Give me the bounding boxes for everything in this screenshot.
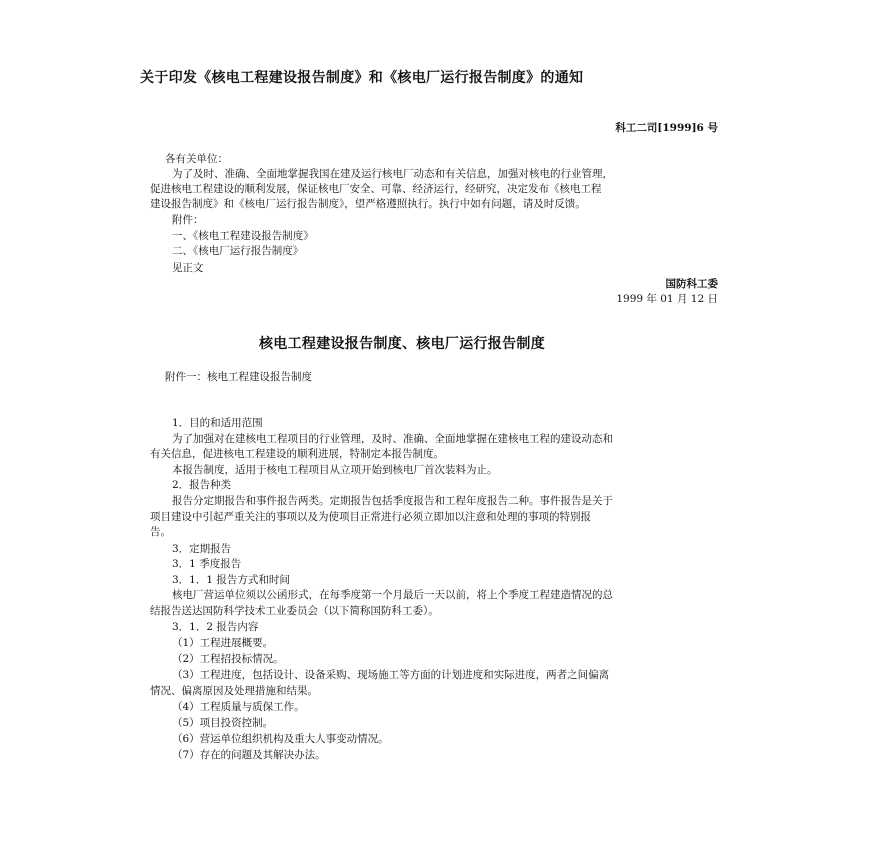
- salutation: 各有关单位：: [165, 153, 228, 165]
- section-line: （3）工程进度，包括设计、设备采购、现场施工等方面的计划进度和实际进度，两者之间偏离: [172, 669, 610, 681]
- section-line: 项目建设中引起严重关注的事项以及为使项目正常进行必须立即加以注意和处理的事项的特别报: [150, 511, 591, 523]
- document-number: 科工二司[1999]6 号: [615, 122, 718, 134]
- section-line: 3．定期报告: [172, 543, 232, 555]
- attachments-label: 附件：: [172, 214, 204, 226]
- body-line: 促进核电工程建设的顺利发展，保证核电厂安全、可靠、经济运行，经研究，决定发布《核电工程: [150, 183, 602, 195]
- section-line: （6）营运单位组织机构及重大人事变动情况。: [172, 733, 389, 745]
- section-line: 告。: [150, 526, 171, 538]
- attachment-one-label: 附件一：核电工程建设报告制度: [165, 371, 312, 383]
- section-line: 核电厂营运单位须以公函形式，在每季度第一个月最后一天以前，将上个季度工程建造情况的总: [172, 589, 613, 601]
- section-line: （5）项目投资控制。: [172, 717, 274, 729]
- section-line: 2．报告种类: [172, 479, 232, 491]
- section-line: 3．1 季度报告: [172, 558, 242, 570]
- issue-date: 1999 年 01 月 12 日: [616, 293, 718, 305]
- section-line: 情况、偏离原因及处理措施和结果。: [150, 685, 318, 697]
- issuer: 国防科工委: [665, 278, 718, 290]
- document-title: 关于印发《核电工程建设报告制度》和《核电厂运行报告制度》的通知: [140, 70, 584, 86]
- section-line: （1）工程进展概要。: [172, 637, 274, 649]
- section-line: 3．1．2 报告内容: [172, 621, 259, 633]
- attachment-item: 一、《核电工程建设报告制度》: [172, 230, 314, 242]
- body-line: 为了及时、准确、全面地掌握我国在建及运行核电厂动态和有关信息，加强对核电的行业管理，: [172, 168, 613, 180]
- section-line: 为了加强对在建核电工程项目的行业管理，及时、准确、全面地掌握在建核电工程的建设动态和: [172, 433, 613, 445]
- section-line: （4）工程质量与质保工作。: [172, 701, 305, 713]
- section-line: 本报告制度，适用于核电工程项目从立项开始到核电厂首次装料为止。: [172, 464, 498, 476]
- section-line: 3．1．1 报告方式和时间: [172, 574, 290, 586]
- section-line: 1．目的和适用范围: [172, 417, 263, 429]
- section-line: （2）工程招投标情况。: [172, 653, 284, 665]
- body-line: 建设报告制度》和《核电厂运行报告制度》，望严格遵照执行。执行中如有问题，请及时反馈。: [150, 198, 586, 210]
- section-line: （7）存在的问题及其解决办法。: [172, 749, 326, 761]
- section-line: 有关信息，促进核电工程建设的顺利进展，特制定本报告制度。: [150, 448, 444, 460]
- see-text: 见正文: [172, 262, 204, 274]
- section-line: 结报告送达国防科学技术工业委员会（以下简称国防科工委）。: [150, 605, 439, 617]
- attachment-item: 二、《核电厂运行报告制度》: [172, 245, 304, 257]
- section-line: 报告分定期报告和事件报告两类。定期报告包括季度报告和工程年度报告二种。事件报告是关于: [172, 495, 613, 507]
- section-heading: 核电工程建设报告制度、核电厂运行报告制度: [259, 336, 545, 352]
